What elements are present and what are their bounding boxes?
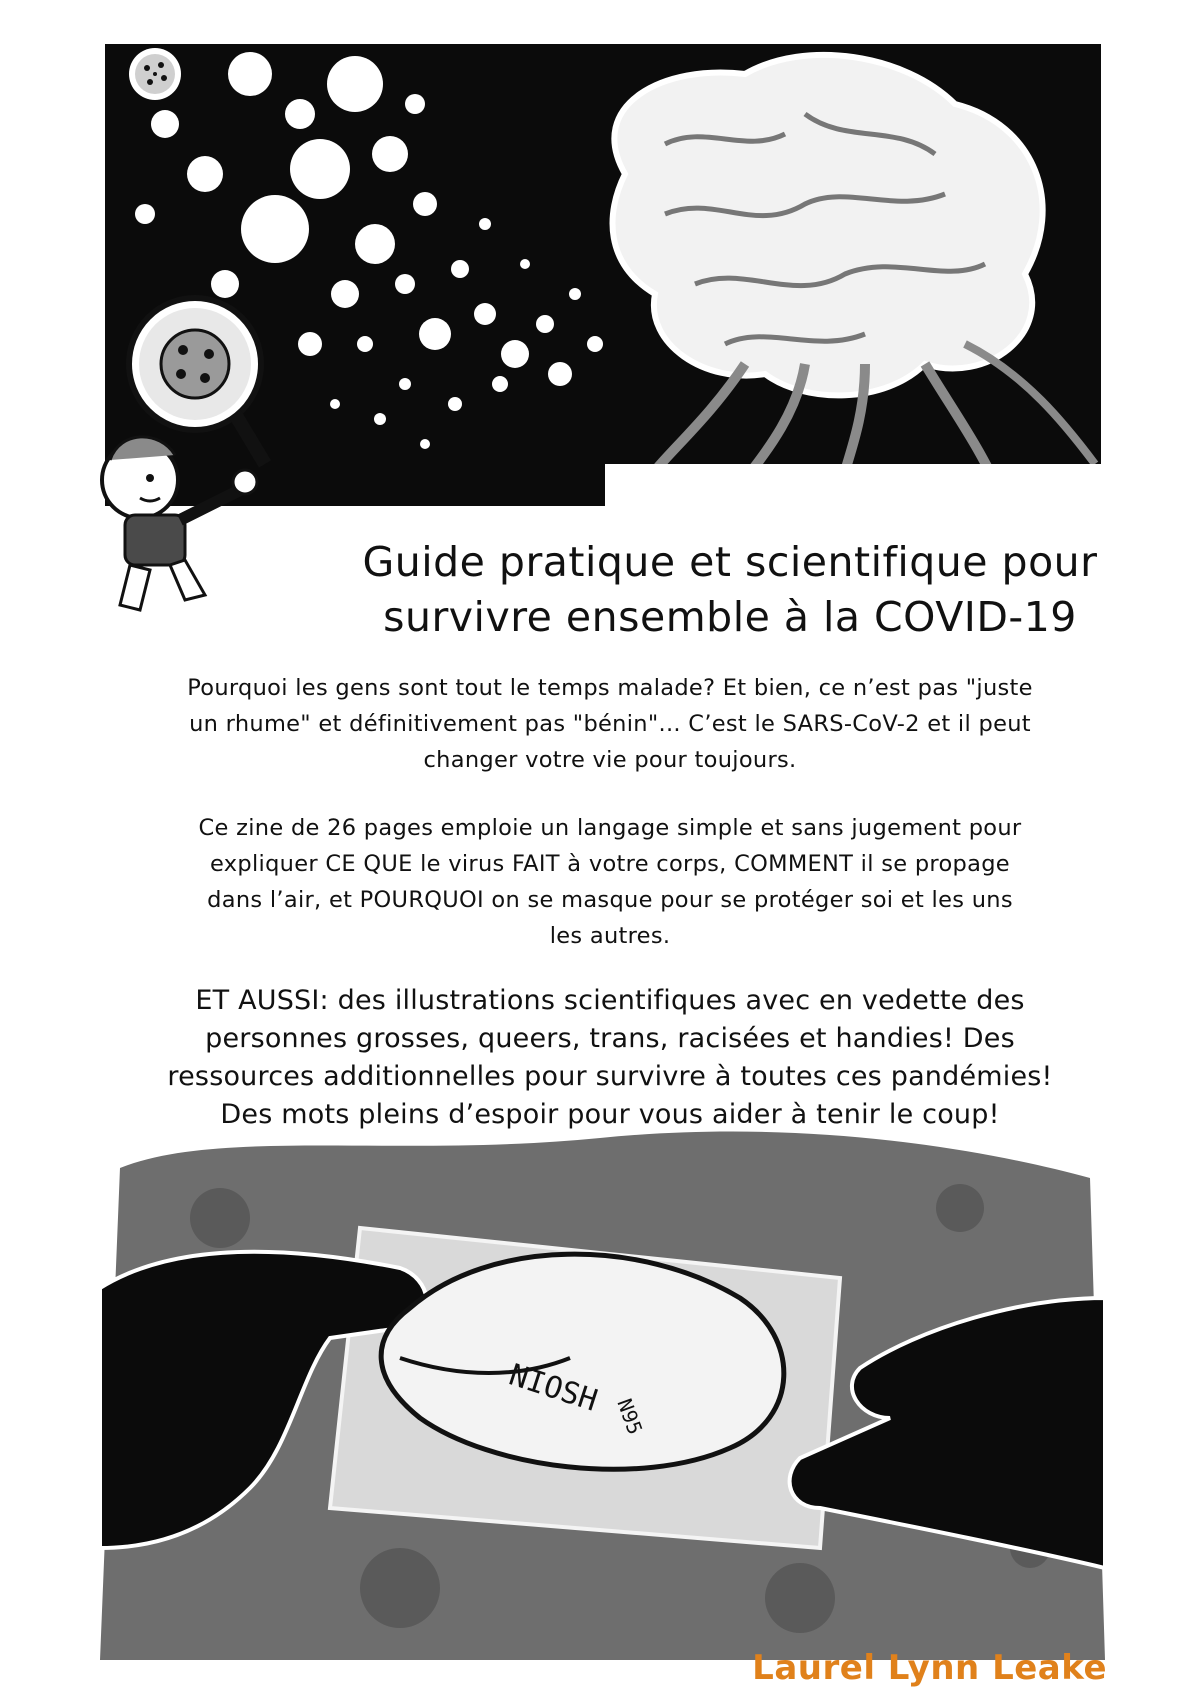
text-line: Des mots pleins d’espoir pour vous aider à tenir le coup! bbox=[220, 1099, 1000, 1130]
mask-rating: N95 bbox=[612, 1395, 648, 1438]
title-line: Guide pratique et scientifique pour bbox=[362, 538, 1098, 586]
description-paragraph bbox=[120, 810, 1100, 954]
mask-brand: NIOSH bbox=[504, 1357, 602, 1419]
text-line: un rhume" et définitivement pas "bénin"... C’est le SARS-CoV-2 et il peut bbox=[189, 711, 1031, 737]
kid-scientist-illustration bbox=[70, 420, 300, 620]
mask-exchange-illustration bbox=[100, 1128, 1105, 1660]
text-line: dans l’air, et POURQUOI on se masque pour se protéger soi et les uns bbox=[207, 887, 1013, 913]
text-line: expliquer CE QUE le virus FAIT à votre corps, COMMENT il se propage bbox=[210, 851, 1010, 877]
text-line: Pourquoi les gens sont tout le temps malade? Et bien, ce n’est pas "juste bbox=[187, 675, 1033, 701]
text-line: changer votre vie pour toujours. bbox=[423, 747, 797, 773]
intro-paragraph bbox=[120, 670, 1100, 778]
extras-paragraph bbox=[110, 982, 1110, 1134]
virus-icon bbox=[129, 48, 181, 100]
page-title bbox=[290, 535, 1170, 645]
text-line: ressources additionnelles pour survivre à toutes ces pandémies! bbox=[167, 1061, 1053, 1092]
text-line: ET AUSSI: des illustrations scientifiques avec en vedette des bbox=[195, 985, 1025, 1016]
text-line: personnes grosses, queers, trans, racisées et handies! Des bbox=[205, 1023, 1015, 1054]
text-line: Ce zine de 26 pages emploie un langage simple et sans jugement pour bbox=[198, 815, 1022, 841]
title-line: survivre ensemble à la COVID-19 bbox=[383, 593, 1077, 641]
author-name: Laurel Lynn Leake bbox=[752, 1648, 1107, 1688]
text-line: les autres. bbox=[549, 923, 671, 949]
